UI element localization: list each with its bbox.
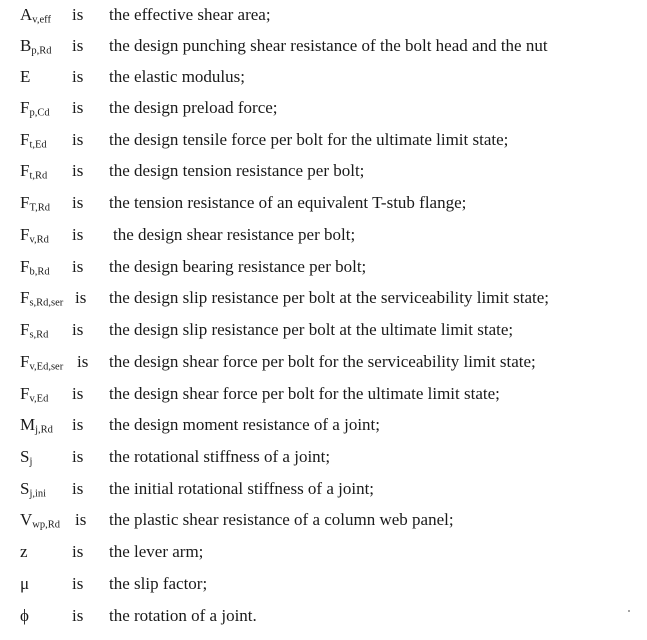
verb-is: is <box>72 257 84 276</box>
symbol: $F_{t,Ed}$ <box>20 130 47 151</box>
definition-row <box>0 62 647 92</box>
verb-is: is <box>72 574 84 593</box>
definition-text: the design preload force; <box>109 98 278 117</box>
symbol: z <box>20 542 28 561</box>
definition-row <box>0 188 647 218</box>
definition-text: the design shear force per bolt for the ultimate limit state; <box>109 384 500 403</box>
symbol: $S_j$ <box>20 447 33 468</box>
symbol: $M_{j,Rd}$ <box>20 415 53 436</box>
definition-row <box>0 474 647 504</box>
symbol: $F_{p,Cd}$ <box>20 98 50 119</box>
definition-row <box>0 252 647 282</box>
definition-text: the design tension resistance per bolt; <box>109 161 365 180</box>
verb-is: is <box>72 384 84 403</box>
symbol: $F_{T,Rd}$ <box>20 193 50 214</box>
definition-text: the lever arm; <box>109 542 204 561</box>
definition-text: the tension resistance of an equivalent T-stub flange; <box>109 193 467 212</box>
symbol: $F_{s,Rd}$ <box>20 320 49 341</box>
symbol: $F_{s,Rd,ser}$ <box>20 288 64 309</box>
symbol: μ <box>20 574 30 593</box>
definition-text: the design slip resistance per bolt at the serviceability limit state; <box>109 288 549 307</box>
verb-is: is <box>72 36 84 55</box>
definition-row <box>0 442 647 472</box>
definition-row <box>0 93 647 123</box>
definition-row <box>0 379 647 409</box>
definition-row <box>0 601 647 631</box>
verb-is: is <box>75 288 87 307</box>
symbol: $F_{t,Rd}$ <box>20 161 48 182</box>
definition-row <box>0 347 647 377</box>
definition-row <box>0 125 647 155</box>
symbol: $V_{wp,Rd}$ <box>20 510 60 531</box>
verb-is: is <box>72 606 84 625</box>
verb-is: is <box>72 320 84 339</box>
definition-text: the rotational stiffness of a joint; <box>109 447 331 466</box>
symbol: $F_{v,Rd}$ <box>20 225 49 246</box>
verb-is: is <box>72 130 84 149</box>
definition-row <box>0 220 647 250</box>
definition-row <box>0 283 647 313</box>
verb-is: is <box>72 67 84 86</box>
definition-row <box>0 410 647 440</box>
definition-row <box>0 569 647 599</box>
verb-is: is <box>75 510 87 529</box>
definition-text: the design moment resistance of a joint; <box>109 415 380 434</box>
definition-row <box>0 156 647 186</box>
verb-is: is <box>72 479 84 498</box>
symbol: E <box>20 67 31 86</box>
verb-is: is <box>72 542 84 561</box>
verb-is: is <box>72 161 84 180</box>
definition-text: the elastic modulus; <box>109 67 245 86</box>
symbol: ϕ <box>20 606 29 625</box>
symbol: $F_{b,Rd}$ <box>20 257 50 278</box>
scan-speck <box>628 610 630 612</box>
definition-row <box>0 537 647 567</box>
symbol: $A_{v,eff}$ <box>20 5 51 26</box>
definition-text: the initial rotational stiffness of a joint; <box>109 479 375 498</box>
definition-row <box>0 31 647 61</box>
verb-is: is <box>72 5 84 24</box>
definition-text: the design slip resistance per bolt at the ultimate limit state; <box>109 320 514 339</box>
definition-text: the plastic shear resistance of a column web panel; <box>109 510 454 529</box>
definition-text: the rotation of a joint. <box>109 606 257 625</box>
symbol: $S_{j,ini}$ <box>20 479 47 500</box>
definition-text: the design shear resistance per bolt; <box>113 225 356 244</box>
verb-is: is <box>72 193 84 212</box>
definition-text: the design shear force per bolt for the serviceability limit state; <box>109 352 536 371</box>
verb-is: is <box>72 225 84 244</box>
verb-is: is <box>77 352 89 371</box>
definition-text: the effective shear area; <box>109 5 271 24</box>
definition-text: the design punching shear resistance of the bolt head and the nut <box>109 36 548 55</box>
definition-row <box>0 315 647 345</box>
definition-text: the slip factor; <box>109 574 208 593</box>
symbol: $F_{v,Ed}$ <box>20 384 49 405</box>
definition-text: the design tensile force per bolt for the ultimate limit state; <box>109 130 509 149</box>
verb-is: is <box>72 98 84 117</box>
definition-row <box>0 0 647 30</box>
symbol: $F_{v,Ed,ser}$ <box>20 352 64 373</box>
verb-is: is <box>72 447 84 466</box>
verb-is: is <box>72 415 84 434</box>
symbol: $B_{p,Rd}$ <box>20 36 52 57</box>
definition-text: the design bearing resistance per bolt; <box>109 257 367 276</box>
definition-row <box>0 505 647 535</box>
